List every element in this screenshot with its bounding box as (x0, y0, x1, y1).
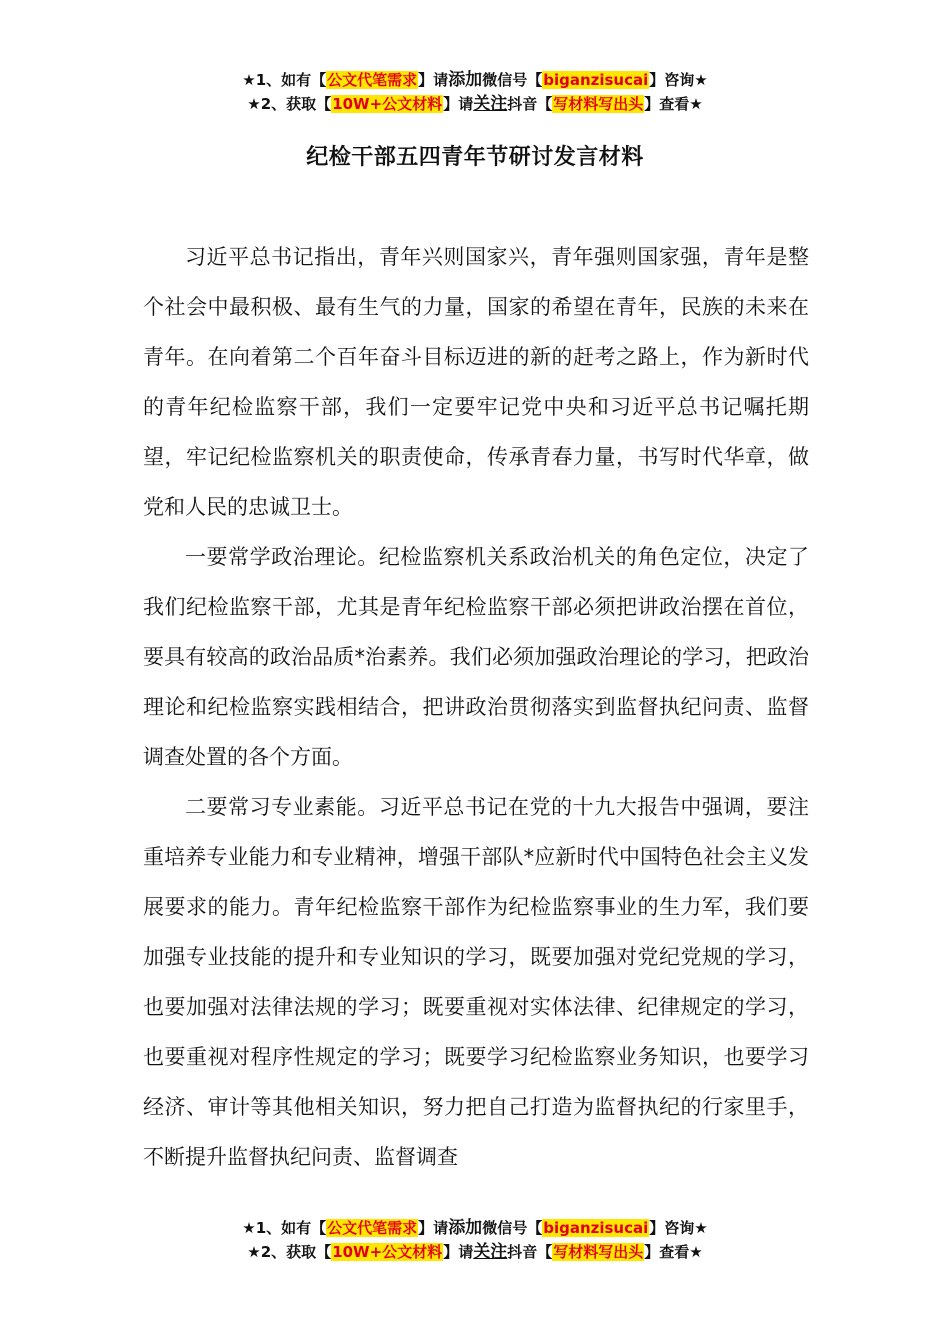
promo-line-1-prefix: ★1、如有【 (242, 71, 327, 89)
promo-line-2 (0, 1240, 950, 1264)
body-paragraph-2: 一要常学政治理论。纪检监察机关系政治机关的角色定位，决定了我们纪检监察干部，尤其是青年纪检监察干部必须把讲政治摆在首位，要具有较高的政治品质*治素养。我们必须加强政治理论的学习，把政治理论和纪检监察实践相结合，把讲政治贯彻落实到监督执纪问责、监督调查处置的各个方面。 (143, 545, 809, 769)
promo-line-1-mid: 】请 (418, 71, 449, 89)
body-paragraph-1: 习近平总书记指出，青年兴则国家兴，青年强则国家强，青年是整个社会中最积极、最有生气的力量，国家的希望在青年，民族的未来在青年。在向着第二个百年奋斗目标迈进的新的赶考之路上，作为新时代的青年纪检监察干部，我们一定要牢记党中央和习近平总书记嘱托期望，牢记纪检监察机关的职责使命，传承青春力量，书写时代华章，做党和人民的忠诚卫士。 (143, 245, 809, 519)
promo-line-2-highlight-douyin: 写材料写出头 (553, 95, 644, 113)
promo-line-1 (0, 68, 950, 92)
promo-line-2-prefix: ★2、获取【 (247, 1243, 332, 1261)
bottom-promo-banner (0, 1216, 950, 1264)
promo-line-1-mid: 】请 (418, 1219, 449, 1237)
top-promo-banner (0, 68, 950, 116)
document-body (143, 232, 809, 1182)
promo-line-1-mid2: 微信号【 (482, 1219, 543, 1237)
body-paragraph-3: 二要常习专业素能。习近平总书记在党的十九大报告中强调，要注重培养专业能力和专业精神，增强干部队*应新时代中国特色社会主义发展要求的能力。青年纪检监察干部作为纪检监察事业的生力军，我们要加强专业技能的提升和专业知识的学习，既要加强对党纪党规的学习，也要加强对法律法规的学习；既要重视对实体法律、纪律规定的学习，也要重视对程序性规定的学习；既要学习纪检监察业务知识，也要学习经济、审计等其他相关知识，努力把自己打造为监督执纪的行家里手，不断提升监督执纪问责、监督调查 (143, 795, 809, 1169)
promo-line-2-suffix: 】查看★ (644, 1243, 703, 1261)
promo-line-2 (0, 92, 950, 116)
promo-line-1-suffix: 】咨询★ (649, 1219, 708, 1237)
promo-line-2-prefix: ★2、获取【 (247, 95, 332, 113)
promo-line-1-emph: 添加 (448, 70, 483, 90)
promo-line-1 (0, 1216, 950, 1240)
promo-line-1-highlight-service: 公文代笔需求 (327, 1219, 418, 1237)
promo-line-2-mid: 】请 (443, 95, 474, 113)
promo-line-2-mid2: 抖音【 (507, 95, 553, 113)
promo-line-1-highlight-service: 公文代笔需求 (327, 71, 418, 89)
promo-line-2-emph: 关注 (473, 94, 508, 114)
promo-line-1-emph: 添加 (448, 1218, 483, 1238)
promo-line-1-highlight-wechat: biganzisucai (543, 1219, 649, 1237)
promo-line-2-mid2: 抖音【 (507, 1243, 553, 1261)
promo-line-1-suffix: 】咨询★ (649, 71, 708, 89)
promo-line-1-mid2: 微信号【 (482, 71, 543, 89)
promo-line-1-highlight-wechat: biganzisucai (543, 71, 649, 89)
promo-line-2-highlight-douyin: 写材料写出头 (553, 1243, 644, 1261)
promo-line-2-emph: 关注 (473, 1242, 508, 1262)
promo-line-2-highlight-materials: 10W+公文材料 (332, 95, 443, 113)
promo-line-2-mid: 】请 (443, 1243, 474, 1261)
promo-line-2-highlight-materials: 10W+公文材料 (332, 1243, 443, 1261)
document-title: 纪检干部五四青年节研讨发言材料 (306, 145, 644, 170)
promo-line-1-prefix: ★1、如有【 (242, 1219, 327, 1237)
promo-line-2-suffix: 】查看★ (644, 95, 703, 113)
